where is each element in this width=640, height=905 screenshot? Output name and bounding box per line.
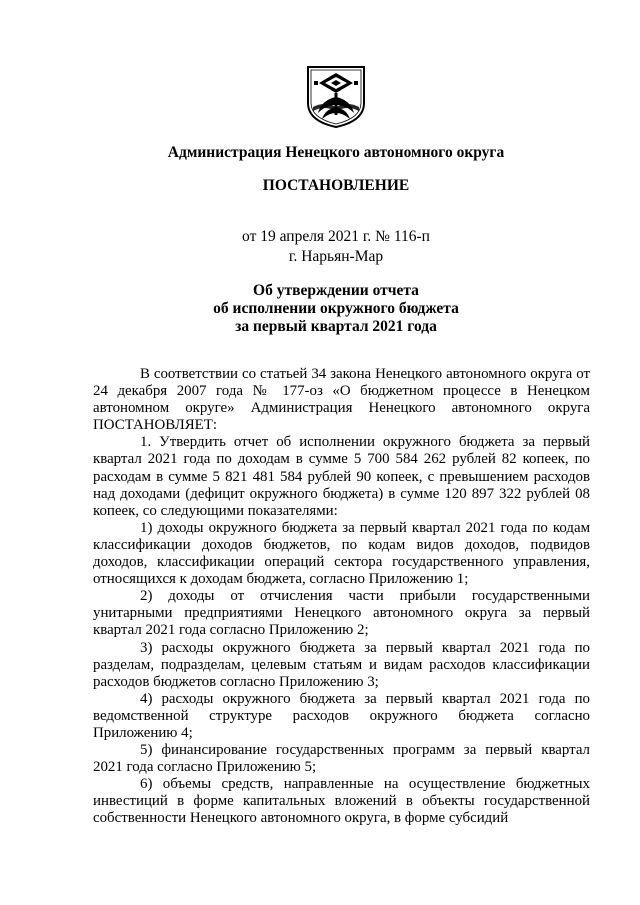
organization-name: Администрация Ненецкого автономного округа <box>167 144 505 161</box>
title-line-2: об исполнении окружного бюджета <box>213 300 459 317</box>
item-1-paragraph: 1. Утвердить отчет об исполнении окружного бюджета за первый квартал 2021 года по доходам в сумме 5 700 584 262 рублей 82 копеек, по расходам в сумме 5 821 481 584 рублей 90 копеек, с превышением расходов над доходами (дефицит окружного бюджета) в сумме 120 897 322 рублей 08 копеек, со следующими показателями: <box>93 434 590 519</box>
title-line-1: Об утверждении отчета <box>253 282 419 299</box>
city: г. Нарьян-Мар <box>288 248 384 265</box>
coat-of-arms-icon <box>304 63 368 129</box>
subitem-1-paragraph: 1) доходы окружного бюджета за первый квартал 2021 года по кодам классификации доходов бюджетов, по кодам видов доходов, подвидов доходов, классификации операций сектора государственного управления, относящихся к доходам бюджета, согласно Приложению 1; <box>93 519 590 588</box>
preamble-paragraph: В соответствии со статьей 34 закона Ненецкого автономного округа от 24 декабря 2007 года № 177-оз «О бюджетном процессе в Ненецком автономном округе» Администрация Ненецкого автономного округа ПОСТАНОВЛЯЕТ: <box>93 366 590 434</box>
title-line-3: за первый квартал 2021 года <box>235 318 437 335</box>
document-type: ПОСТАНОВЛЕНИЕ <box>262 177 410 194</box>
subitem-2-paragraph: 2) доходы от отчисления части прибыли государственными унитарными предприятиями Ненецкого автономного округа за первый квартал 2021 года согласно Приложению 2; <box>93 588 590 639</box>
coat-of-arms-emblem <box>304 63 368 129</box>
subitem-5-paragraph: 5) финансирование государственных программ за первый квартал 2021 года согласно Приложению 5; <box>93 742 590 776</box>
subitem-6-paragraph: 6) объемы средств, направленные на осуществление бюджетных инвестиций в форме капитальных вложений в объекты государственной собственности Ненецкого автономного округа, в форме субсидий <box>93 776 590 827</box>
subitem-3-paragraph: 3) расходы окружного бюджета за первый квартал 2021 года по разделам, подразделам, целевым статьям и видам расходов классификации расходов бюджетов согласно Приложению 3; <box>93 639 590 690</box>
date-number: от 19 апреля 2021 г. № 116-п <box>242 228 430 245</box>
document-body <box>93 366 590 828</box>
subitem-4-paragraph: 4) расходы окружного бюджета за первый квартал 2021 года по ведомственной структуре расходов окружного бюджета согласно Приложению 4; <box>93 690 590 741</box>
